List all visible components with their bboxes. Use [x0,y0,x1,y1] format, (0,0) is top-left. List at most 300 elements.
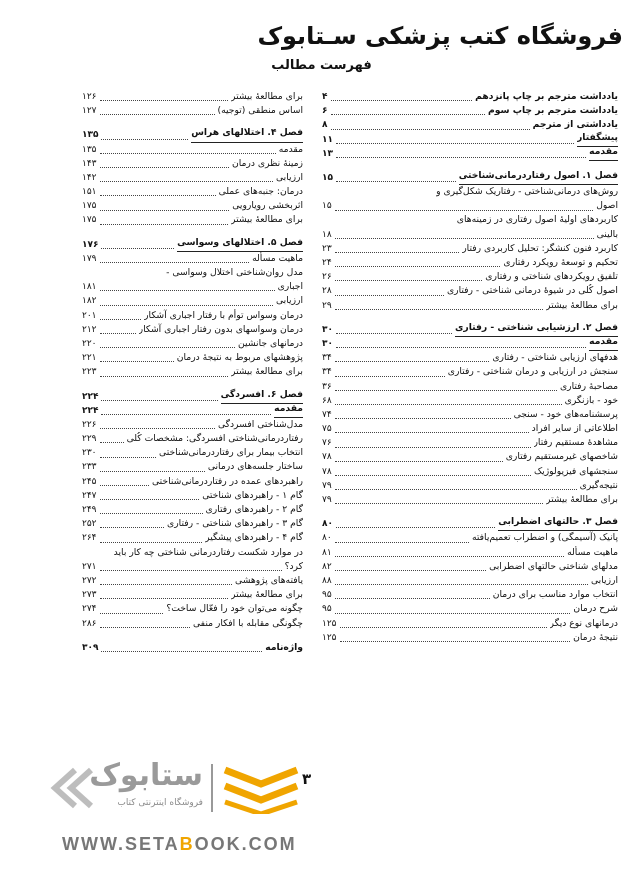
toc-entry [82,517,303,531]
toc-page-number: ۶ [322,106,328,117]
toc-entry [322,256,618,270]
toc-page-number: ۳۰ [322,324,333,335]
toc-entry-title: کاربردهای اولیهٔ اصول رفتاری در زمینه‌های [456,214,618,226]
toc-entry [322,631,618,645]
toc-entry-title: مقدمه [278,143,303,155]
toc-leader-dots [100,181,273,182]
toc-page-number: ۷۴ [322,409,332,420]
toc-leader-dots [335,295,444,296]
toc-leader-dots [100,499,200,500]
toc-entry [322,270,618,284]
toc-page-number: ۲۳ [322,243,332,254]
toc-leader-dots [335,447,531,448]
toc-leader-dots [100,442,124,443]
toc-leader-dots [100,627,191,628]
toc-entry [82,588,303,602]
toc-entry [322,451,618,465]
toc-page-number: ۲۶ [322,272,332,283]
toc-leader-dots [335,238,594,239]
toc-entry-title: روش‌های درمانی‌شناختی - رفتاریک شکل‌گیری و [436,186,618,198]
toc-entry [322,365,618,379]
toc-page-number: ۲۸۶ [82,618,97,629]
toc-leader-dots [336,527,495,528]
toc-page-number: ۸۲ [322,561,332,572]
toc-page-number: ۲۴۷ [82,490,97,501]
brand-wordmark: ستابوک [89,758,203,793]
toc-entry [82,531,303,545]
toc-page-number: ۱۱ [322,134,333,145]
toc-entry [82,266,303,280]
toc-entry-title: ماهیت مسأله [252,252,303,264]
toc-entry-title: گام ۴ - راهبردهای پیشگیر [205,532,303,544]
toc-entry [322,479,618,493]
toc-page-number: ۲۲۴ [82,405,99,416]
toc-leader-dots [336,347,586,348]
toc-entry-title: درمان وسواسهای بدون رفتار اجباری آشکار [138,323,303,335]
toc-entry [322,351,618,365]
toc-entry-title: فصل ۲. ارزشیابی شناختی - رفتاری [455,321,618,337]
toc-entry [82,323,303,337]
toc-page-number: ۳۰۹ [82,642,99,653]
page-number: ۳ [302,770,312,788]
toc-leader-dots [336,181,456,182]
toc-entry [82,446,303,460]
toc-page-number: ۲۲۴ [82,391,99,402]
toc-page-number: ۲۰۱ [82,310,97,321]
toc-leader-dots [100,290,275,291]
toc-leader-dots [335,404,562,405]
toc-entry-title: سنجشهای فیزیولوژیک [533,465,618,477]
toc-leader-dots [335,503,543,504]
toc-leader-dots [100,195,216,196]
toc-leader-dots [100,100,228,101]
toc-page-number: ۱۸۲ [82,296,97,307]
toc-entry-title: یادداشت مترجم بر چاپ سوم [487,105,618,117]
toc-entry-title: درمان: جنبه‌های عملی [218,186,303,198]
toc-page-number: ۲۴۵ [82,476,97,487]
toc-page-number: ۱۴۳ [82,158,97,169]
toc-entry-title: انتخاب موارد مناسب برای درمان [492,589,618,601]
toc-page-number: ۱۸ [322,229,332,240]
logo-divider [211,764,213,812]
toc-chapter-entry [82,390,303,404]
toc-entry-title: مقدمه [589,335,618,351]
toc-entry [82,461,303,475]
toc-entry-title: پرسشنامه‌های خود - سنجی [513,408,618,420]
toc-entry-title: بالینی [596,228,618,240]
toc-entry-title: مقدمه [274,402,303,418]
toc-page-number: ۱۸۱ [82,282,97,293]
toc-page-number: ۱۷۵ [82,201,97,212]
toc-entry-title: پژوهشهای مربوط به نتیجهٔ درمان [176,352,303,364]
toc-entry [322,242,618,256]
toc-page-number: ۲۵۲ [82,519,97,530]
toc-page-number: ۸۰ [322,533,332,544]
toc-entry-title: هدفهای ارزیابی شناختی - رفتاری [492,352,618,364]
toc-entry-title: برای مطالعهٔ بیشتر [231,214,303,226]
toc-page-number: ۱۴۲ [82,172,97,183]
toc-entry [322,617,618,631]
toc-right-column [322,90,618,645]
store-title: فروشگاه کتب پزشکی سـتابوک [257,22,623,50]
toc-page-number: ۸۰ [322,519,333,530]
toc-entry-title: برای مطالعهٔ بیشتر [231,589,303,601]
toc-entry [82,351,303,365]
toc-entry [322,546,618,560]
book-stack-icon [221,764,301,814]
toc-page-number: ۲۷۴ [82,604,97,615]
toc-entry [322,185,618,199]
toc-entry-title: اثربخشی رویارویی [232,200,303,212]
toc-entry-title: یادداشتی از مترجم [532,119,618,131]
toc-entry [82,432,303,446]
toc-entry-title: رفتاردرمانی‌شناختی افسردگی: مشخصات کُلی [126,433,303,445]
toc-entry [82,617,303,631]
toc-page-number: ۲۲۳ [82,367,97,378]
toc-leader-dots [335,210,594,211]
toc-entry [322,214,618,228]
toc-page-number: ۳۰ [322,338,333,349]
double-chevron-icon [45,766,95,810]
toc-chapter-entry [82,238,303,252]
toc-entry-title: برای مطالعهٔ بیشتر [231,90,303,102]
toc-leader-dots [101,400,217,401]
toc-page-number: ۳۴ [322,353,332,364]
toc-entry-title: پانیک (آسیمگی) و اضطراب تعمیم‌یافته [471,532,618,544]
toc-entry-title: ارزیابی [276,171,303,183]
toc-chapter-entry [322,171,618,185]
toc-page-number: ۲۳۳ [82,462,97,473]
toc-page-number: ۲۲۱ [82,353,97,364]
toc-entry-title: درمانهای جانشین [238,337,303,349]
toc-entry-title: نتیجه‌گیری [579,479,618,491]
toc-entry-title: واژه‌نامه [265,641,303,653]
toc-leader-dots [331,100,473,101]
toc-leader-dots [100,305,273,306]
toc-page-number: ۲۸ [322,286,332,297]
toc-page-number: ۱۳۵ [82,130,99,141]
toc-leader-dots [335,570,486,571]
toc-entry [82,171,303,185]
toc-entry [82,185,303,199]
toc-entry-title: انتخاب بیمار برای رفتاردرمانی‌شناختی [159,447,303,459]
toc-spacer [82,631,303,641]
toc-leader-dots [100,224,228,225]
toc-page-number: ۱۲۵ [322,618,337,629]
toc-entry-title: ارزیابی [591,574,618,586]
toc-page-number: ۲۳۰ [82,448,97,459]
toc-leader-dots [335,542,469,543]
toc-entry [322,531,618,545]
toc-page-number: ۲۹ [322,300,332,311]
toc-entry [82,560,303,574]
toc-entry [322,588,618,602]
toc-page-number: ۷۹ [322,495,332,506]
toc-entry-title: شرح درمان [573,603,618,615]
toc-entry-title: اساس منطقی (توجیه) [217,105,303,117]
toc-page-number: ۸ [322,120,328,131]
setabook-logo [45,758,300,818]
toc-page-number: ۱۲۵ [322,632,337,643]
toc-chapter-entry [322,337,618,351]
toc-entry [322,422,618,436]
toc-entry-title: مدل‌شناختی افسردگی [217,418,303,430]
toc-leader-dots [101,414,271,415]
toc-leader-dots [101,139,188,140]
toc-entry-title: تلفیق رویکردهای شناختی و رفتاری [485,271,618,283]
toc-entry [82,294,303,308]
toc-page-number: ۱۵ [322,201,332,212]
toc-entry-title: مدلهای شناختی حالتهای اضطرابی [489,560,618,572]
toc-page-number: ۲۷۲ [82,575,97,586]
toc-leader-dots [100,584,233,585]
toc-entry-title: مدل روان‌شناختی اختلال وسواسی - [166,267,303,279]
toc-page-number: ۲۱۲ [82,324,97,335]
toc-leader-dots [101,248,174,249]
toc-entry-title: نتیجهٔ درمان [573,631,618,643]
toc-entry [322,408,618,422]
toc-entry [82,602,303,616]
toc-leader-dots [100,527,165,528]
toc-page-number: ۱۳۵ [82,144,97,155]
toc-entry-title: چگونگی مقابله با افکار منفی [193,617,303,629]
toc-leader-dots [331,114,485,115]
toc-entry-title: کاربرد فنون کنشگر: تحلیل کاربردی رفتار [462,242,618,254]
toc-entry [322,228,618,242]
toc-entry-title: شاخصهای غیرمستقیم رفتاری [505,451,618,463]
toc-page-number: ۲۲۹ [82,434,97,445]
toc-leader-dots [100,485,149,486]
toc-entry-title: اطلاعاتی از سایر افراد [531,423,618,435]
website-prefix: WWW.SETA [62,834,180,854]
toc-entry-title: گام ۲ - راهبردهای رفتاری [205,504,303,516]
toc-page-number: ۱۲۶ [82,91,97,102]
toc-leader-dots [100,210,230,211]
toc-entry [322,104,618,118]
toc-entry-title: یادداشت مترجم بر چاپ پانزدهم [475,90,618,102]
toc-entry-title: برای مطالعهٔ بیشتر [546,299,618,311]
toc-entry [82,309,303,323]
toc-page-number: ۸۸ [322,575,332,586]
toc-entry-title: مشاهدهٔ مستقیم رفتار [533,437,618,449]
toc-entry [322,284,618,298]
toc-leader-dots [335,418,511,419]
toc-entry [322,380,618,394]
toc-entry-title: درمان وسواس توأم با رفتار اجباری آشکار [144,309,303,321]
toc-entry [82,214,303,228]
toc-page-number: ۴ [322,91,328,102]
toc-entry-title: سنجش در ارزیابی و درمان شناختی - رفتاری [447,366,618,378]
toc-entry-title: زمینهٔ نظری درمان [231,157,303,169]
toc-entry [82,104,303,118]
brand-tagline: فروشگاه اینترنتی کتاب [117,798,203,808]
toc-page-number: ۱۷۵ [82,215,97,226]
website-url[interactable] [62,834,297,855]
toc-leader-dots [100,376,228,377]
toc-chapter-entry [82,128,303,142]
toc-leader-dots [335,489,577,490]
toc-leader-dots [335,266,501,267]
toc-page-number: ۲۷۱ [82,561,97,572]
toc-leader-dots [331,129,530,130]
toc-entry [322,602,618,616]
toc-entry [82,90,303,104]
toc-leader-dots [335,556,564,557]
toc-page-number: ۷۹ [322,480,332,491]
website-suffix: OOK.COM [194,834,297,854]
toc-entry-title: ماهیت مسأله [567,546,618,558]
toc-entry [82,489,303,503]
toc-entry [82,546,303,560]
toc-entry [322,574,618,588]
toc-leader-dots [335,475,531,476]
toc-page-number: ۲۴۹ [82,505,97,516]
toc-entry-title: پیشگفتار [577,131,618,147]
toc-entry [82,641,303,655]
toc-entry [322,394,618,408]
toc-leader-dots [100,153,276,154]
toc-entry-title: اجباری [277,281,303,293]
toc-leader-dots [335,361,490,362]
website-accent: B [179,834,195,854]
toc-chapter-entry [322,147,618,161]
toc-entry [82,252,303,266]
toc-entry-title: در موارد شکست رفتاردرمانی شناختی چه کار باید [113,546,303,558]
toc-entry-title: فصل ۶. افسردگی [221,388,303,404]
toc-page-number: ۱۵ [322,172,333,183]
toc-leader-dots [100,598,228,599]
toc-leader-dots [336,157,586,158]
toc-leader-dots [340,627,547,628]
toc-leader-dots [335,613,571,614]
toc-leader-dots [100,114,215,115]
toc-page-number: ۳۴ [322,367,332,378]
toc-entry [322,493,618,507]
toc-chapter-entry [322,133,618,147]
toc-leader-dots [100,167,229,168]
toc-entry [82,418,303,432]
toc-entry [322,436,618,450]
toc-entry-title: چگونه می‌توان خود را فعّال ساخت؟ [166,603,303,615]
toc-leader-dots [100,457,157,458]
toc-left-column [82,90,303,655]
toc-entry-title: برای مطالعهٔ بیشتر [231,366,303,378]
toc-leader-dots [100,347,236,348]
toc-entry [322,118,618,132]
toc-title: فهرست مطالب [271,58,372,73]
toc-entry-title: کرد؟ [284,560,303,572]
toc-leader-dots [335,584,588,585]
toc-page-number: ۷۸ [322,452,332,463]
toc-entry-title: گام ۳ - راهبردهای شناختی - رفتاری [167,518,303,530]
toc-entry [322,90,618,104]
toc-leader-dots [100,613,164,614]
toc-leader-dots [100,542,203,543]
toc-leader-dots [100,428,215,429]
toc-page-number: ۲۷۳ [82,590,97,601]
toc-leader-dots [336,333,452,334]
toc-entry-title: اصول کُلی در شیوهٔ درمانی شناختی - رفتاری [446,285,618,297]
toc-leader-dots [336,143,574,144]
toc-leader-dots [100,570,282,571]
toc-entry [82,503,303,517]
toc-page-number: ۷۸ [322,466,332,477]
toc-entry [322,299,618,313]
toc-page-number: ۶۸ [322,395,332,406]
toc-leader-dots [100,319,142,320]
toc-entry-title: فصل ۴. اختلالهای هراس [191,126,303,142]
toc-page-number: ۷۶ [322,438,332,449]
toc-entry [82,574,303,588]
toc-page-number: ۱۷۹ [82,253,97,264]
toc-page-number: ۹۵ [322,590,332,601]
toc-entry-title: یافته‌های پژوهشی [235,574,303,586]
toc-entry-title: ارزیابی [276,295,303,307]
toc-entry [322,465,618,479]
toc-chapter-entry [82,404,303,418]
toc-leader-dots [335,252,460,253]
toc-page-number: ۲۴ [322,258,332,269]
toc-entry-title: تحکیم و توسعهٔ رویکرد رفتاری [503,257,618,269]
toc-entry-title: گام ۱ - راهبردهای شناختی [202,489,303,501]
toc-leader-dots [335,598,490,599]
toc-entry [322,199,618,213]
toc-entry-title: برای مطالعهٔ بیشتر [546,494,618,506]
toc-page-number: ۷۵ [322,424,332,435]
toc-page-number: ۹۵ [322,604,332,615]
toc-entry-title: خود - بازنگری [564,394,618,406]
toc-entry [82,280,303,294]
toc-entry-title: اصول [596,200,618,212]
toc-leader-dots [335,432,529,433]
toc-page-number: ۱۲۷ [82,106,97,117]
toc-leader-dots [335,390,557,391]
toc-page-number: ۱۳ [322,148,333,159]
toc-entry [82,365,303,379]
toc-page-number: ۳۶ [322,381,332,392]
toc-entry-title: مصاحبهٔ رفتاری [559,380,618,392]
toc-leader-dots [100,471,205,472]
toc-page-number: ۱۷۶ [82,239,99,250]
toc-chapter-entry [322,517,618,531]
toc-entry-title: فصل ۱. اصول رفتاردرمانی‌شناختی [459,169,618,185]
toc-leader-dots [335,376,445,377]
toc-leader-dots [335,280,483,281]
toc-entry-title: فصل ۳. حالتهای اضطرابی [498,515,618,531]
toc-entry-title: ساختار جلسه‌های درمانی [207,461,303,473]
toc-entry [82,199,303,213]
toc-leader-dots [100,333,136,334]
toc-page-number: ۲۲۰ [82,338,97,349]
toc-leader-dots [100,513,203,514]
toc-leader-dots [335,309,543,310]
toc-entry [82,475,303,489]
toc-page-number: ۲۲۶ [82,419,97,430]
toc-entry [82,143,303,157]
toc-page-number: ۲۶۴ [82,533,97,544]
toc-entry-title: مقدمه [589,145,618,161]
toc-leader-dots [100,361,174,362]
toc-entry-title: فصل ۵. اختلالهای وسواسی [177,236,303,252]
toc-entry [322,560,618,574]
toc-page-number: ۸۱ [322,547,332,558]
toc-chapter-entry [322,323,618,337]
toc-entry-title: درمانهای نوع دیگر [549,617,618,629]
toc-entry [82,157,303,171]
toc-leader-dots [340,641,571,642]
toc-leader-dots [101,651,262,652]
toc-leader-dots [335,461,503,462]
